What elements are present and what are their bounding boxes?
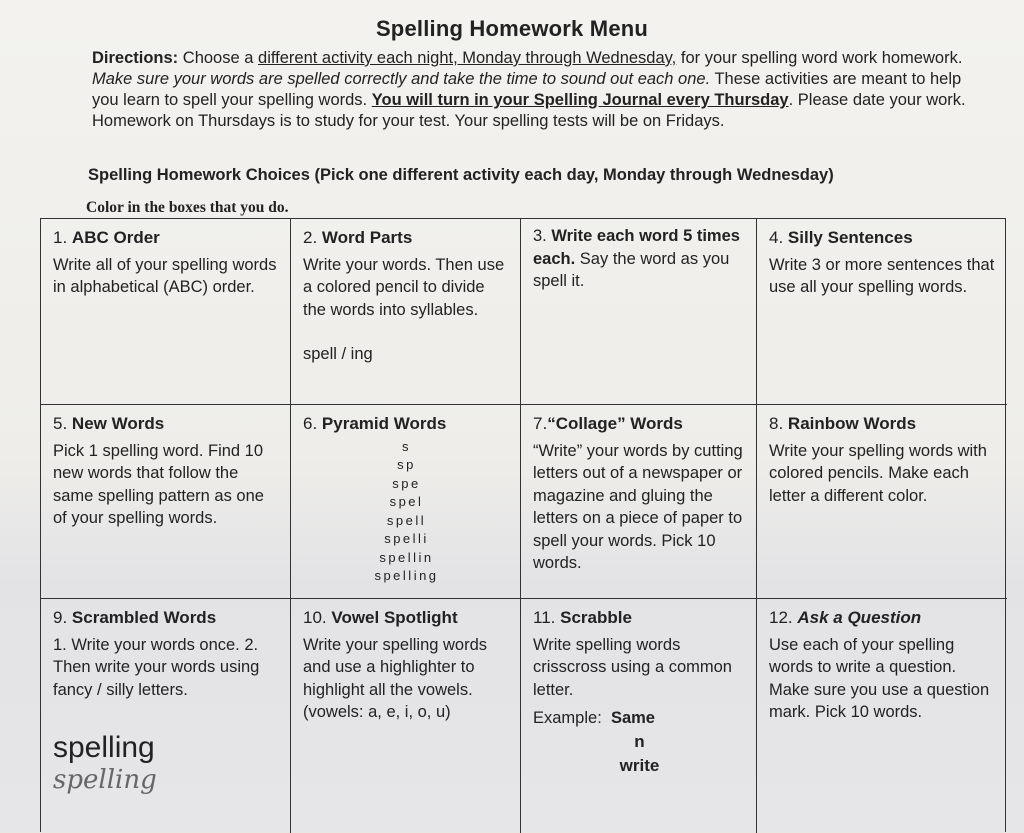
activity-number: 2. [303, 228, 318, 247]
directions-text-1: Choose a [182, 49, 254, 67]
activity-number: 9. [53, 608, 68, 627]
pyramid-example [303, 438, 510, 586]
activity-cell-10 [291, 599, 521, 833]
crisscross-line: n [634, 731, 645, 751]
activity-body: Write all of your spelling words in alphabetical (ABC) order. [53, 255, 277, 296]
activity-cell-11 [521, 599, 757, 833]
pyramid-line: spelli [384, 531, 429, 546]
activity-number: 11. [533, 608, 556, 627]
page-title: Spelling Homework Menu [375, 16, 649, 41]
activity-cell-3 [521, 219, 757, 405]
pyramid-line: spel [389, 494, 424, 509]
activity-grid [40, 218, 1006, 832]
activity-number: 6. [303, 414, 318, 433]
pyramid-line: spe [392, 475, 421, 491]
activity-cell-2 [291, 219, 521, 405]
vowels-list: (vowels: a, e, i, o, u) [303, 703, 451, 721]
activity-title: New Words [71, 414, 165, 433]
activity-cell-7 [521, 405, 757, 599]
activity-cell-5 [41, 405, 291, 599]
activity-title: Pyramid Words [321, 414, 447, 433]
activity-cell-1 [41, 219, 291, 405]
activity-number: 3. [533, 227, 547, 245]
pyramid-line: s [402, 438, 411, 454]
activity-title: Scrambled Words [71, 608, 217, 627]
activity-number: 5. [53, 414, 68, 433]
activity-body: “Write” your words by cutting letters out of a newspaper or magazine and gluing the letters on a piece of paper to spell your words. Pick 10 words. [533, 441, 743, 572]
activity-cell-9 [41, 599, 291, 833]
activity-body: Write your spelling words and use a highlighter to highlight all the vowels. [303, 635, 488, 699]
pyramid-line: spellin [379, 549, 434, 565]
fancy-letters-example: spelling [53, 731, 155, 764]
activity-title: Rainbow Words [787, 414, 917, 433]
directions-text-3: These activities are meant to help you learn to spell your spelling words. [92, 70, 962, 109]
activity-body: Write your words. Then use a colored pencil to divide the words into syllables. [303, 255, 505, 319]
activity-body: Write 3 or more sentences that use all your spelling words. [769, 255, 995, 296]
activity-title: Word Parts [321, 228, 413, 247]
activity-title: Write each word 5 times each. [533, 227, 740, 268]
activity-cell-6 [291, 405, 521, 599]
color-note: Color in the boxes that you do. [86, 199, 289, 216]
directions-italic: Make sure your words are spelled correctly and take the time to sound out each one. [92, 70, 711, 88]
directions-text-2: for your spelling word work homework. [680, 49, 963, 67]
activity-body: Write spelling words crisscross using a common letter. [533, 635, 732, 699]
pyramid-line: spelling [374, 568, 439, 583]
crisscross-line: write [619, 755, 660, 775]
activity-number: 7. [533, 414, 548, 433]
activity-number: 8. [769, 414, 784, 433]
activity-title: Vowel Spotlight [331, 608, 458, 627]
activity-number: 12. [769, 608, 793, 627]
activity-number: 1. [53, 228, 68, 247]
activity-body: Write your spelling words with colored pencils. Make each letter a different color. [769, 441, 987, 505]
activity-title: “Collage” Words [547, 414, 683, 433]
directions-underlined: different activity each night, Monday through Wednesday, [258, 49, 677, 67]
activity-title: Silly Sentences [787, 228, 913, 247]
activity-body: Say the word as you spell it. [533, 249, 730, 290]
choices-heading: Spelling Homework Choices (Pick one different activity each day, Monday through Wednesday) [88, 166, 834, 184]
activity-title: Ask a Question [797, 608, 922, 627]
example-word: Same [610, 709, 655, 727]
directions-text-4: . Please date your work. Homework on Thursdays is to study for your test. Your spelling tests will be on Fridays. [92, 91, 966, 130]
directions [92, 48, 972, 132]
activity-cell-8 [757, 405, 1007, 599]
activity-example: spell / ing [303, 345, 373, 363]
pyramid-line: sp [397, 457, 416, 472]
activity-title: ABC Order [71, 228, 160, 247]
activity-cell-12 [757, 599, 1007, 833]
crisscross-example [533, 730, 746, 778]
activity-body: Pick 1 spelling word. Find 10 new words that follow the same spelling pattern as one of your spelling words. [53, 441, 264, 527]
directions-label: Directions: [92, 49, 179, 67]
activity-cell-4 [757, 219, 1007, 405]
activity-body: 1. Write your words once. 2. Then write your words using fancy / silly letters. [53, 635, 260, 699]
example-label: Example: [533, 709, 602, 727]
silly-letters-example: spelling [53, 765, 157, 795]
pyramid-line: spell [386, 512, 427, 528]
activity-title: Scrabble [560, 608, 632, 627]
activity-number: 10. [303, 608, 327, 627]
activity-number: 4. [769, 228, 784, 247]
directions-journal-note: You will turn in your Spelling Journal every Thursday [371, 91, 789, 109]
activity-body: Use each of your spelling words to write a question. Make sure you use a question mark. Pick 10 words. [769, 635, 990, 721]
